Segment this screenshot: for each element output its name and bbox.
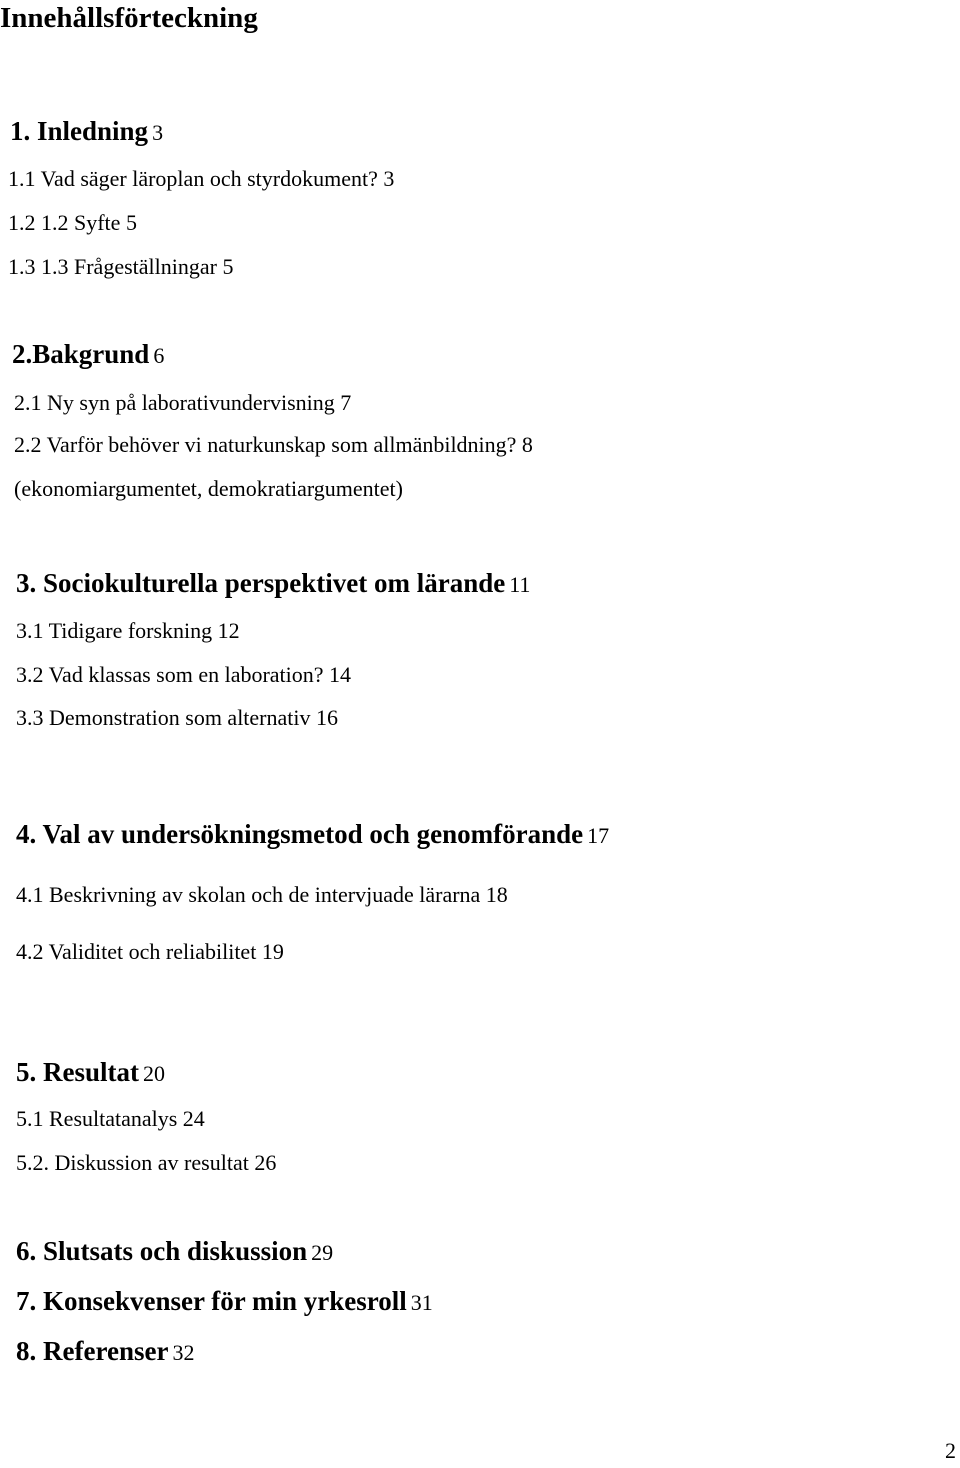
toc-chapter-8 bbox=[16, 1338, 194, 1365]
toc-chapter-page: 29 bbox=[311, 1240, 334, 1265]
toc-sub-4-2: 4.2 Validitet och reliabilitet 19 bbox=[16, 939, 284, 964]
toc-chapter-label: 5. Resultat bbox=[16, 1057, 139, 1087]
toc-chapter-page: 32 bbox=[172, 1340, 195, 1365]
toc-chapter-page: 11 bbox=[509, 572, 531, 597]
toc-chapter-2 bbox=[12, 341, 164, 368]
toc-chapter-page: 17 bbox=[587, 823, 610, 848]
toc-chapter-6 bbox=[16, 1238, 333, 1265]
toc-chapter-label: 3. Sociokulturella perspektivet om lärande bbox=[16, 568, 506, 598]
toc-chapter-label: 6. Slutsats och diskussion bbox=[16, 1236, 308, 1266]
toc-chapter-page: 3 bbox=[152, 120, 164, 145]
toc-chapter-7 bbox=[16, 1288, 433, 1315]
toc-chapter-4 bbox=[16, 821, 609, 848]
toc-chapter-page: 31 bbox=[410, 1290, 433, 1315]
toc-sub-3-2: 3.2 Vad klassas som en laboration? 14 bbox=[16, 662, 352, 687]
toc-chapter-1 bbox=[10, 118, 163, 145]
toc-sub-2-2-cont: (ekonomiargumentet, demokratiargumentet) bbox=[14, 476, 403, 501]
toc-sub-5-1: 5.1 Resultatanalys 24 bbox=[16, 1106, 205, 1131]
toc-sub-2-1: 2.1 Ny syn på laborativundervisning 7 bbox=[14, 390, 352, 415]
toc-chapter-label: 7. Konsekvenser för min yrkesroll bbox=[16, 1286, 407, 1316]
toc-chapter-label: 2.Bakgrund bbox=[12, 339, 150, 369]
toc-chapter-3 bbox=[16, 570, 530, 597]
toc-chapter-page: 20 bbox=[143, 1061, 165, 1086]
toc-sub-4-1: 4.1 Beskrivning av skolan och de intervjuade lärarna 18 bbox=[16, 882, 508, 907]
toc-sub-3-1: 3.1 Tidigare forskning 12 bbox=[16, 618, 240, 643]
page-number: 2 bbox=[945, 1438, 956, 1463]
toc-sub-2-2: 2.2 Varför behöver vi naturkunskap som allmänbildning? 8 bbox=[14, 432, 533, 457]
toc-sub-3-3: 3.3 Demonstration som alternativ 16 bbox=[16, 705, 338, 730]
toc-sub-1-2: 1.2 1.2 Syfte 5 bbox=[8, 210, 137, 235]
toc-chapter-label: 1. Inledning bbox=[10, 116, 149, 146]
toc-title: Innehållsförteckning bbox=[0, 2, 258, 34]
toc-chapter-page: 6 bbox=[153, 343, 165, 368]
toc-chapter-5 bbox=[16, 1059, 165, 1086]
toc-chapter-label: 4. Val av undersökningsmetod och genomförande bbox=[16, 819, 584, 849]
toc-chapter-label: 8. Referenser bbox=[16, 1336, 169, 1366]
toc-sub-5-2: 5.2. Diskussion av resultat 26 bbox=[16, 1150, 277, 1175]
toc-sub-1-3: 1.3 1.3 Frågeställningar 5 bbox=[8, 254, 234, 279]
toc-sub-1-1: 1.1 Vad säger läroplan och styrdokument? 3 bbox=[8, 166, 395, 191]
